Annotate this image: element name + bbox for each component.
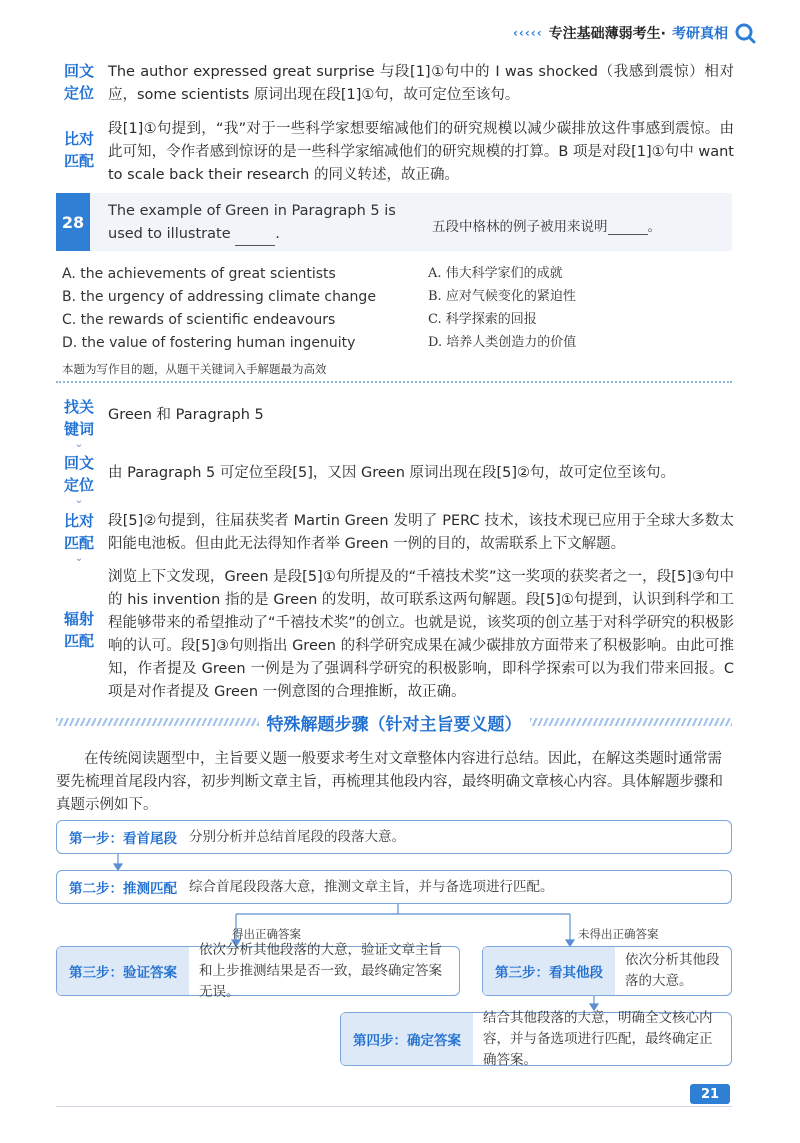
tag-line: 匹配 <box>63 534 94 552</box>
tag-line: 键词 <box>63 420 94 438</box>
step-text: 综合首尾段段落大意，推测文章主旨，并与备选项进行匹配。 <box>189 878 554 895</box>
step-label: 第一步：看首尾段 <box>69 831 177 847</box>
chevron-down-icon: ⌄ <box>74 439 84 450</box>
question-note: 本题为写作目的题，从题干关键词入手解题最为高效 <box>62 362 327 376</box>
stem-en-end: . <box>275 226 280 242</box>
locate-paragraph: The author expressed great surprise 与段[1]①句中的 I was shocked（我感到震惊）相对应，some scientists 原词出现在段[1]①句，故可定位至该句。 <box>108 64 734 103</box>
option-a-en: A. the achievements of great scientists <box>62 266 336 282</box>
step-text: 依次分析其他段落的大意。 <box>625 952 720 989</box>
match-paragraph: 段[1]①句提到，“我”对于一些科学家想要缩减他们的研究规模以减少碳排放这件事感到震惊。由此可知，令作者感到惊讶的是一些科学家缩减他们的研究规模的打算。B 项是对段[1]①句中 want to scale back their research 的同义转述，故正确。 <box>108 121 734 183</box>
option-b-en: B. the urgency of addressing climate change <box>62 289 376 305</box>
option-d-cn: D. 培养人类创造力的价值 <box>428 335 577 350</box>
branch-label-yes: 得出正确答案 <box>232 927 301 941</box>
radiate-paragraph: 浏览上下文发现，Green 是段[5]①句所提及的“千禧技术奖”这一奖项的获奖者之一，段[5]③句中的 his invention 指的是 Green 的发明，故可联系这两句解题。段[5]①句提到，认识到科学和工程能够带来的希望推动了“千禧技术奖”的创立。也就是说，该奖项的创立基于对科学研究的积极影响的认可。段[5]③句则指出 Green 的科学研究成果在减少碳排放方面带来了积极影响。由此可推知，作者提及 Green 一例是为了强调科学研究的积极影响，即科学探索可以为我们带来回报。C 项是对作者提及 Green 一例意图的合理推断，故正确。 <box>108 569 734 700</box>
footer-rule <box>56 1106 732 1107</box>
flow-step-2 <box>56 870 732 904</box>
chevron-down-icon: ⌄ <box>74 495 84 506</box>
header-slogan: 专注基础薄弱考生· <box>548 26 666 42</box>
step-label: 第三步：验证答案 <box>57 947 189 995</box>
stem-cn-text: 五段中格林的例子被用来说明 <box>432 219 608 235</box>
stem-en-text: The example of Green in Paragraph 5 is used to illustrate <box>108 203 396 242</box>
chevron-down-icon: ⌄ <box>74 553 84 564</box>
keywords-text: Green 和 Paragraph 5 <box>108 407 264 423</box>
step-label: 第四步：确定答案 <box>341 1013 473 1065</box>
step-label: 第二步：推测匹配 <box>69 881 177 897</box>
tag-line: 找关 <box>63 398 94 416</box>
flow-step-3-verify <box>56 941 460 1000</box>
option-d-en: D. the value of fostering human ingenuity <box>62 335 356 351</box>
option-c-cn: C. 科学探索的回报 <box>428 312 537 327</box>
tag-line: 比对 <box>63 512 94 530</box>
step-label: 第三步：看其他段 <box>483 947 615 995</box>
tag-line: 回文 <box>63 62 94 80</box>
section-title: 特殊解题步骤（针对主旨要义题） <box>266 714 522 735</box>
branch-label-no: 未得出正确答案 <box>578 927 659 941</box>
flow-step-1 <box>56 820 732 854</box>
option-b-cn: B. 应对气候变化的紧迫性 <box>428 289 576 304</box>
step-text: 分别分析并总结首尾段的段落大意。 <box>189 828 405 845</box>
step-text: 依次分析其他段落的大意，验证文章主旨和上步推测结果是否一致，最终确定答案无误。 <box>199 941 442 1000</box>
flow-step-4 <box>340 1009 732 1068</box>
page-number: 21 <box>690 1084 730 1104</box>
tag-line: 辐射 <box>63 610 94 628</box>
tag-line: 匹配 <box>63 152 94 170</box>
header-brand: 考研真相 <box>672 26 728 42</box>
step-text: 结合其他段落的大意，明确全文核心内容，并与备选项进行匹配，最终确定正确答案。 <box>483 1009 713 1068</box>
tag-line: 回文 <box>63 454 94 472</box>
option-a-cn: A. 伟大科学家们的成就 <box>428 266 563 281</box>
tag-line: 比对 <box>63 130 94 148</box>
header-arrows: ‹‹‹‹‹ <box>512 26 543 40</box>
locate-paragraph: 由 Paragraph 5 可定位至段[5]，又因 Green 原词出现在段[5]②句，故可定位至该句。 <box>108 465 676 481</box>
stem-cn-end: 。 <box>647 219 661 235</box>
question-number-badge: 28 <box>56 193 90 251</box>
option-c-en: C. the rewards of scientific endeavours <box>62 312 336 328</box>
tag-line: 定位 <box>63 476 94 494</box>
match-paragraph: 段[5]②句提到，往届获奖者 Martin Green 发明了 PERC 技术，该技术现已应用于全球大多数太阳能电池板。但由此无法得知作者举 Green 一例的目的，故需联系上下文解题。 <box>108 513 734 552</box>
tag-line: 匹配 <box>63 632 94 650</box>
section-intro: 在传统阅读题型中，主旨要义题一般要求考生对文章整体内容进行总结。因此，在解这类题时通常需要先梳理首尾段内容，初步判断文章主旨，再梳理其他段内容，最终明确文章核心内容。具体解题步骤和真题示例如下。 <box>56 751 723 813</box>
tag-line: 定位 <box>63 84 94 102</box>
flow-step-3-others <box>482 946 732 996</box>
